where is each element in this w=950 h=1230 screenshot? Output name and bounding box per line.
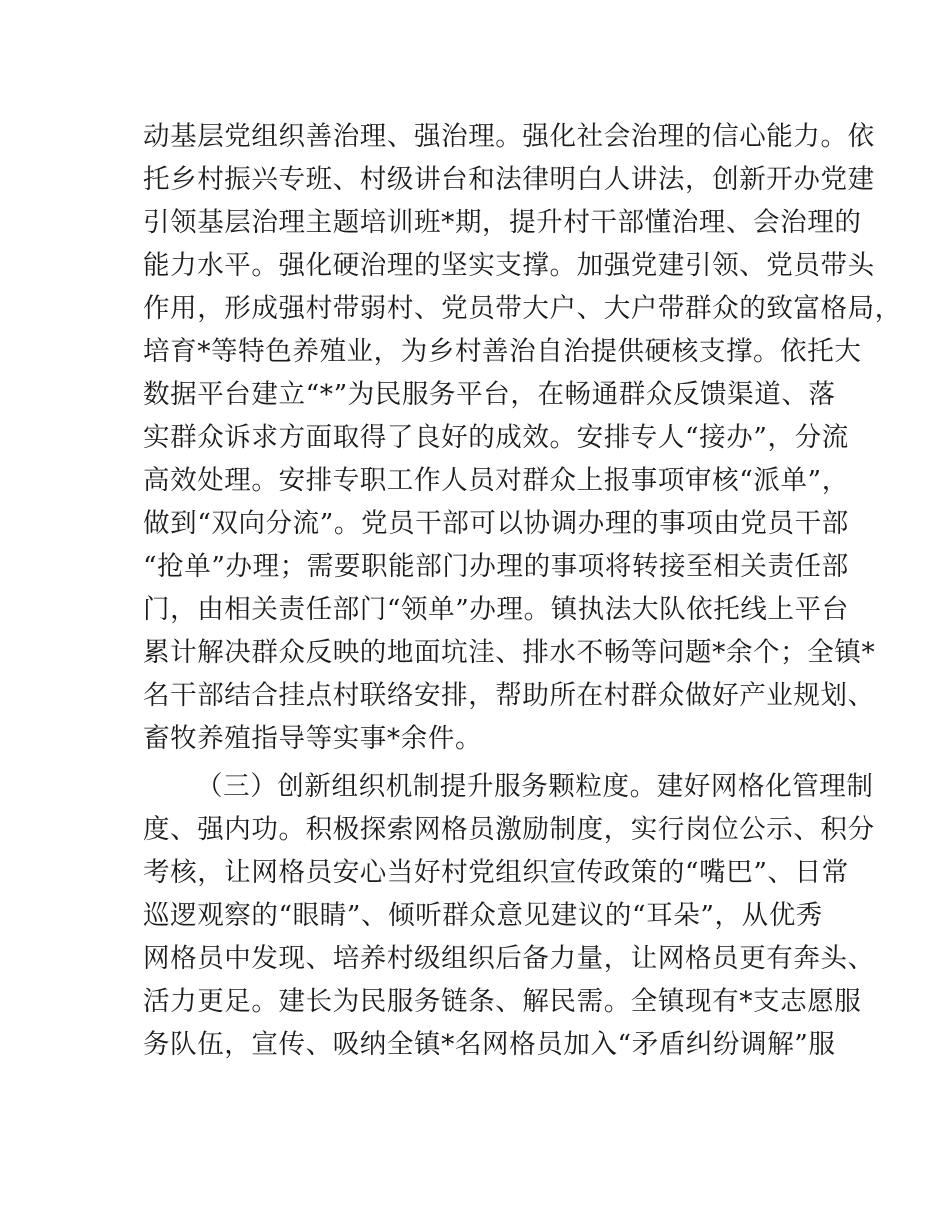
paragraph-line: 引领基层治理主题培训班*期，提升村干部懂治理、会治理的 (143, 207, 862, 238)
paragraph-line: “抢单”办理；需要职能部门办理的事项将转接至相关责任部 (143, 551, 849, 582)
paragraph-line: 作用，形成强村带弱村、党员带大户、大户带群众的致富格局， (143, 293, 902, 324)
paragraph-line: 数据平台建立“*”为民服务平台，在畅通群众反馈渠道、落 (143, 379, 836, 410)
paragraph-line: 能力水平。强化硬治理的坚实支撑。加强党建引领、党员带头 (143, 250, 875, 281)
paragraph-line: 考核，让网格员安心当好村党组织宣传政策的“嘴巴”、日常 (143, 857, 849, 888)
paragraph-line: 托乡村振兴专班、村级讲台和法律明白人讲法，创新开办党建 (143, 164, 875, 195)
paragraph-line: 畜牧养殖指导等实事*余件。 (143, 723, 483, 754)
paragraph-line: 务队伍，宣传、吸纳全镇*名网格员加入“矛盾纠纷调解”服 (143, 1029, 836, 1060)
paragraph-line: 名干部结合挂点村联络安排，帮助所在村群众做好产业规划、 (143, 680, 875, 711)
paragraph-line: 网格员中发现、培养村级组织后备力量，让网格员更有奔头、 (143, 943, 875, 974)
paragraph-line: 做到“双向分流”。党员干部可以协调办理的事项由党员干部 (143, 508, 849, 539)
paragraph-line: 活力更足。建长为民服务链条、解民需。全镇现有*支志愿服 (143, 986, 862, 1017)
section-heading-line: （三）创新组织机制提升服务颗粒度。建好网格化管理制 (196, 771, 874, 802)
paragraph-line: 巡逻观察的“眼睛”、倾听群众意见建议的“耳朵”，从优秀 (143, 900, 823, 931)
paragraph-line: 培育*等特色养殖业，为乡村善治自治提供硬核支撑。依托大 (143, 336, 862, 367)
paragraph-line: 实群众诉求方面取得了良好的成效。安排专人“接办”，分流 (143, 422, 849, 453)
paragraph-line: 高效处理。安排专职工作人员对群众上报事项审核“派单”， (143, 465, 849, 496)
paragraph-line: 累计解决群众反映的地面坑洼、排水不畅等问题*余个；全镇* (143, 637, 876, 668)
paragraph-line: 动基层党组织善治理、强治理。强化社会治理的信心能力。依 (143, 121, 875, 152)
paragraph-line: 门，由相关责任部门“领单”办理。镇执法大队依托线上平台 (143, 594, 849, 625)
paragraph-line: 度、强内功。积极探索网格员激励制度，实行岗位公示、积分 (143, 814, 875, 845)
